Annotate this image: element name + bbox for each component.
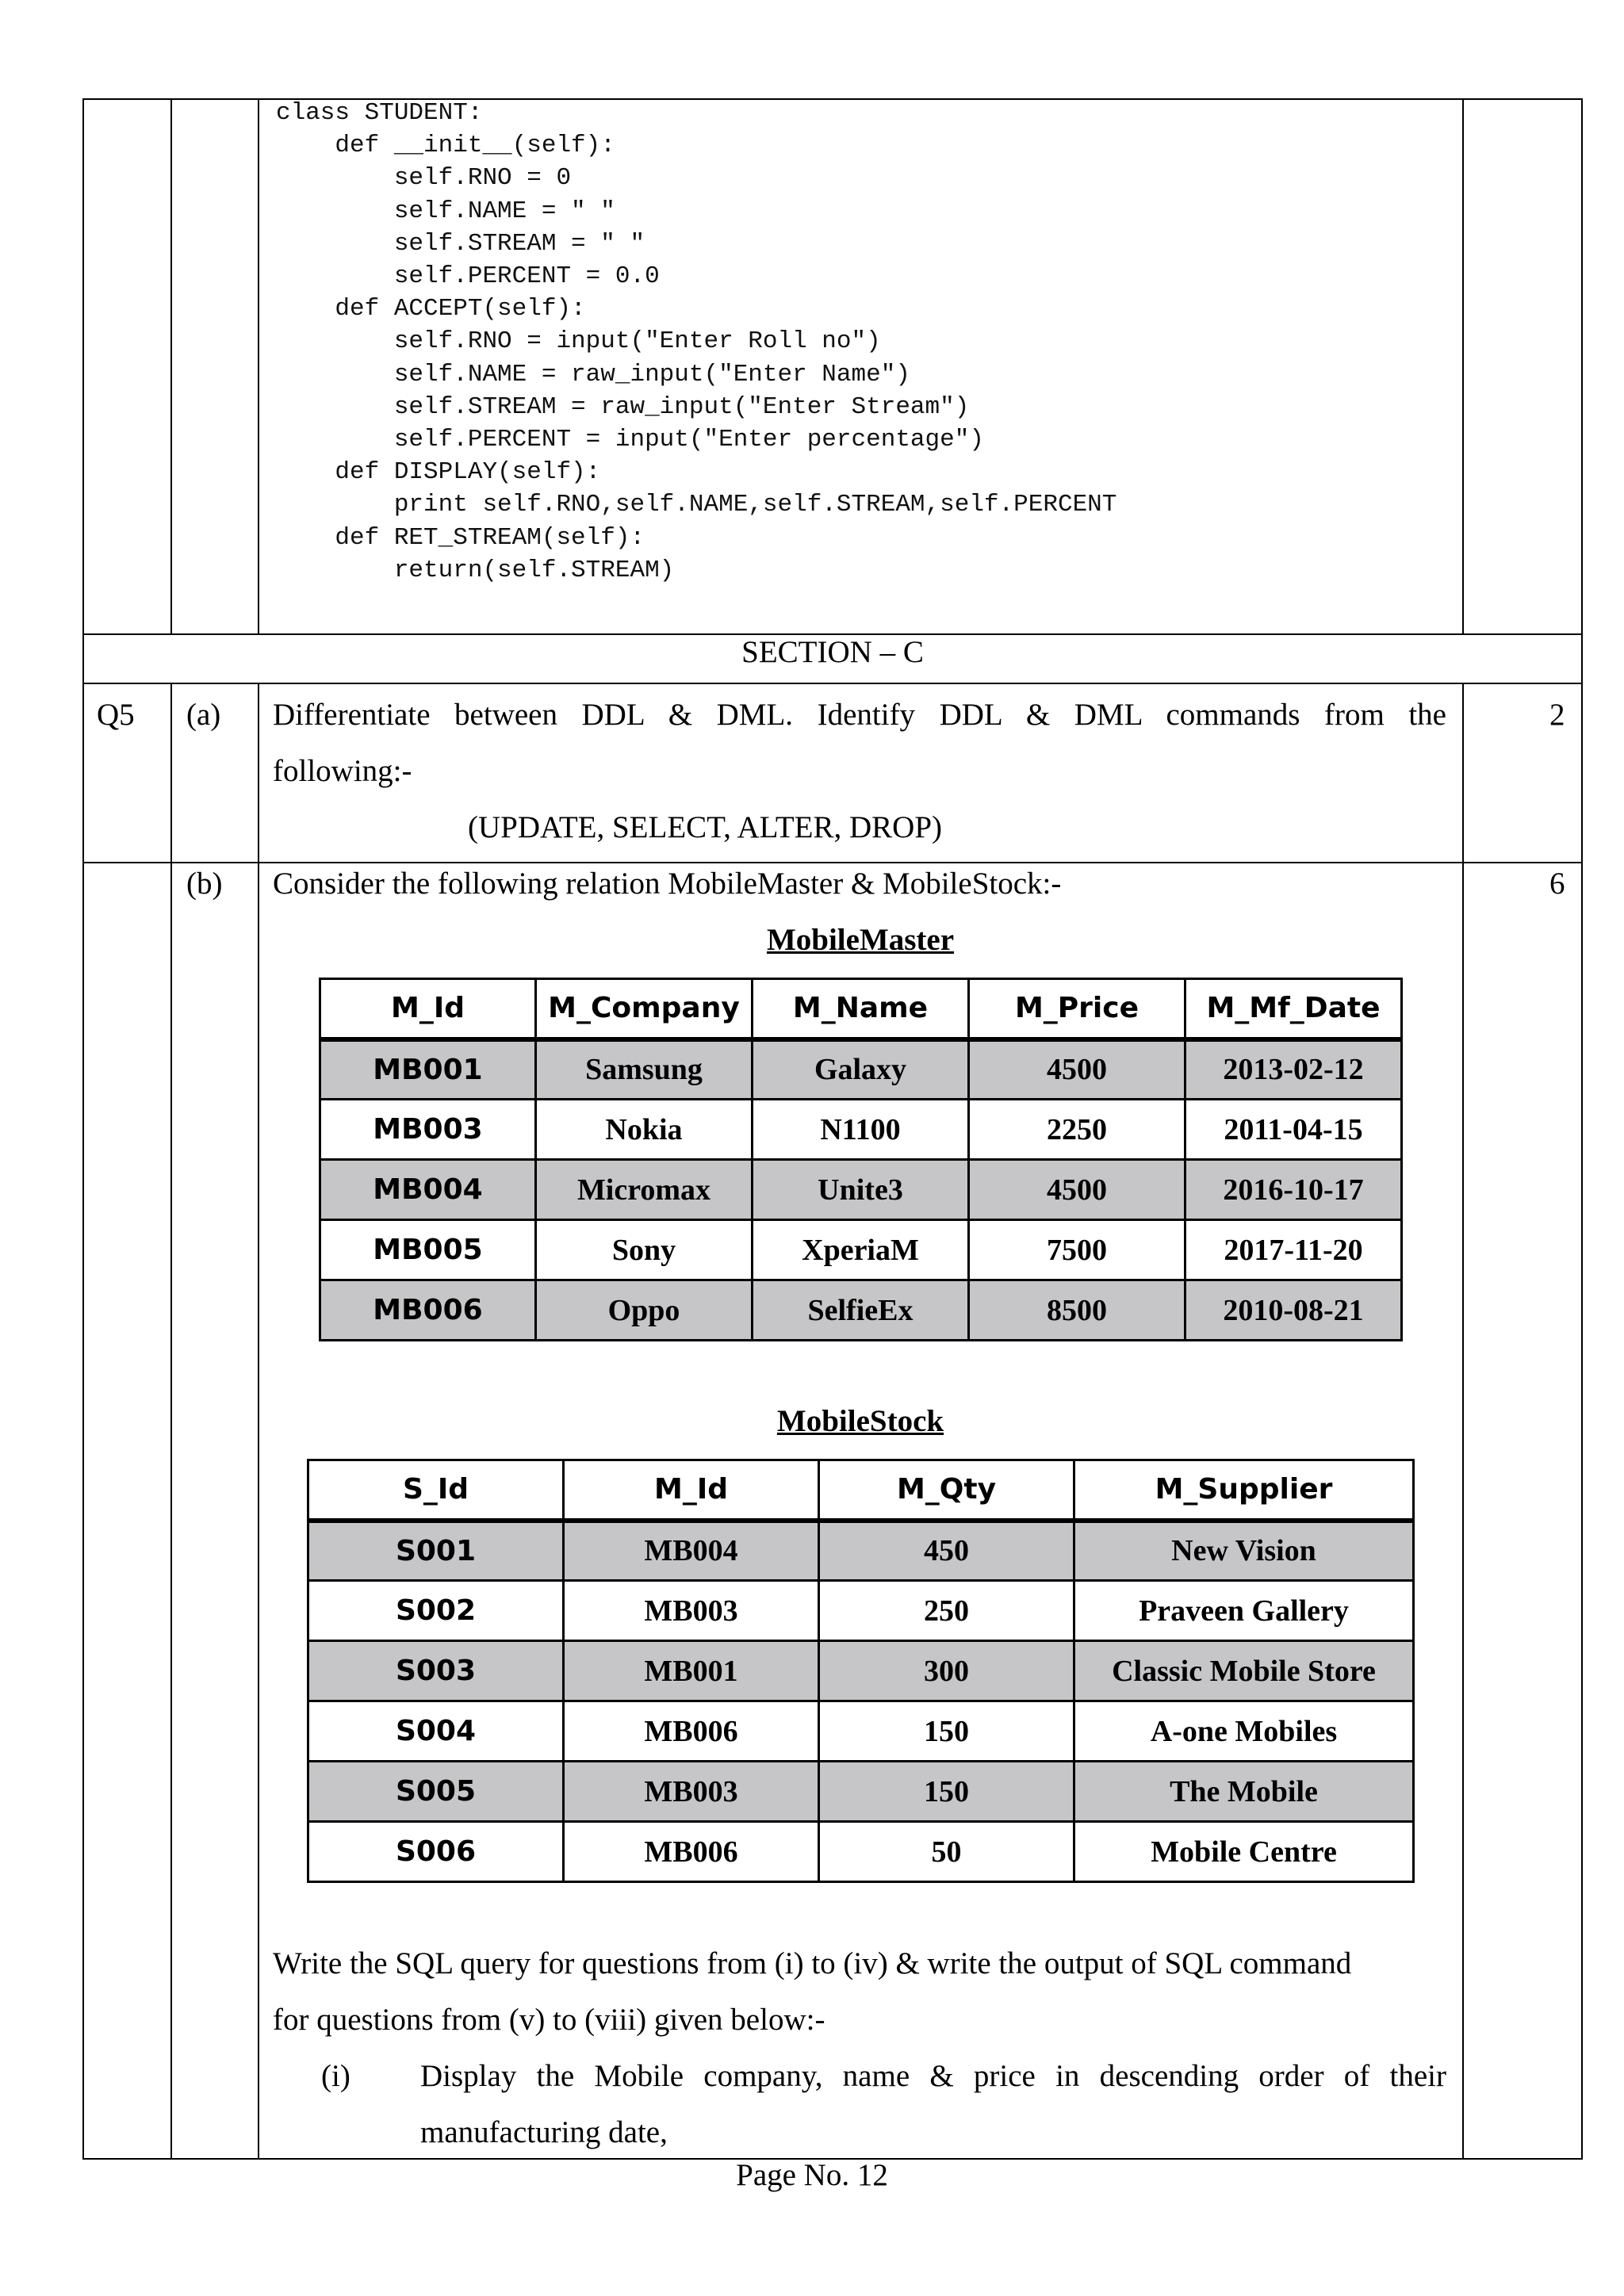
table-cell: S003 xyxy=(308,1641,564,1701)
column-header: M_Company xyxy=(536,979,753,1039)
column-divider xyxy=(170,98,172,634)
column-divider xyxy=(170,683,172,2160)
table-cell: Mobile Centre xyxy=(1074,1822,1414,1882)
mobilemaster-table xyxy=(319,978,1403,1341)
code-line: self.RNO = input("Enter Roll no") xyxy=(276,327,881,356)
instruction-line1: Write the SQL query for questions from (i) to (iv) & write the output of SQL command xyxy=(273,1946,1352,1980)
table-row xyxy=(308,1521,1414,1581)
instruction-line2: for questions from (v) to (viii) given below:- xyxy=(273,2003,825,2037)
python-code-block xyxy=(276,97,1116,587)
table-cell: 150 xyxy=(819,1701,1074,1762)
part-b-marks: 6 xyxy=(1549,867,1565,901)
table-cell: Oppo xyxy=(536,1280,753,1341)
table-row xyxy=(308,1762,1414,1822)
part-a-line2: following:- xyxy=(273,754,412,788)
column-header: M_Id xyxy=(320,979,536,1039)
table-cell: MB003 xyxy=(564,1581,819,1641)
column-header: M_Name xyxy=(753,979,969,1039)
table-cell: N1100 xyxy=(753,1100,969,1160)
table-cell: Classic Mobile Store xyxy=(1074,1641,1414,1701)
table-cell: SelfieEx xyxy=(753,1280,969,1341)
table-row xyxy=(308,1822,1414,1882)
table-cell: MB001 xyxy=(320,1039,536,1100)
column-header: M_Id xyxy=(564,1460,819,1521)
table-cell: MB005 xyxy=(320,1220,536,1280)
mobilestock-table xyxy=(307,1459,1415,1883)
code-line: print self.RNO,self.NAME,self.STREAM,self.PERCENT xyxy=(276,491,1117,519)
table-cell: MB001 xyxy=(564,1641,819,1701)
column-header: S_Id xyxy=(308,1460,564,1521)
code-line: self.STREAM = raw_input("Enter Stream") xyxy=(276,392,970,421)
column-header: M_Qty xyxy=(819,1460,1074,1521)
table-cell: 250 xyxy=(819,1581,1074,1641)
table-cell: New Vision xyxy=(1074,1521,1414,1581)
table-cell: 2013-02-12 xyxy=(1185,1039,1402,1100)
code-line: class STUDENT: xyxy=(276,99,483,127)
row-divider xyxy=(82,683,1583,684)
code-line: return(self.STREAM) xyxy=(276,556,675,584)
table-cell: MB006 xyxy=(320,1280,536,1341)
part-a-options: (UPDATE, SELECT, ALTER, DROP) xyxy=(468,810,943,844)
table-cell: MB006 xyxy=(564,1701,819,1762)
part-a-line1: Differentiate between DDL & DML. Identify DDL & DML commands from the xyxy=(273,698,1446,732)
table-row xyxy=(320,1280,1402,1341)
code-line: def DISPLAY(self): xyxy=(276,458,601,487)
table-row xyxy=(320,1220,1402,1280)
table-cell: S005 xyxy=(308,1762,564,1822)
table-cell: 2017-11-20 xyxy=(1185,1220,1402,1280)
table-cell: Nokia xyxy=(536,1100,753,1160)
table-row xyxy=(308,1701,1414,1762)
code-line: self.NAME = " " xyxy=(276,197,615,225)
mobilestock-caption: MobileStock xyxy=(776,1404,944,1438)
table-cell: 2011-04-15 xyxy=(1185,1100,1402,1160)
part-b-intro: Consider the following relation MobileMaster & MobileStock:- xyxy=(273,867,1062,901)
table-cell: 2010-08-21 xyxy=(1185,1280,1402,1341)
table-cell: 2016-10-17 xyxy=(1185,1160,1402,1220)
table-cell: 4500 xyxy=(969,1160,1185,1220)
table-cell: 450 xyxy=(819,1521,1074,1581)
section-title: SECTION – C xyxy=(741,635,924,669)
table-cell: Samsung xyxy=(536,1039,753,1100)
table-cell: 2250 xyxy=(969,1100,1185,1160)
table-cell: Praveen Gallery xyxy=(1074,1581,1414,1641)
table-row xyxy=(308,1581,1414,1641)
table-cell: MB004 xyxy=(320,1160,536,1220)
code-line: self.STREAM = " " xyxy=(276,229,645,258)
table-cell: Micromax xyxy=(536,1160,753,1220)
column-divider xyxy=(258,683,259,2160)
item-i-label: (i) xyxy=(321,2059,350,2093)
table-cell: 300 xyxy=(819,1641,1074,1701)
part-a-marks: 2 xyxy=(1549,698,1565,732)
table-row xyxy=(308,1641,1414,1701)
table-cell: XperiaM xyxy=(753,1220,969,1280)
table-cell: MB003 xyxy=(564,1762,819,1822)
table-cell: MB003 xyxy=(320,1100,536,1160)
code-line: self.PERCENT = input("Enter percentage") xyxy=(276,426,984,454)
table-cell: 50 xyxy=(819,1822,1074,1882)
table-cell: The Mobile xyxy=(1074,1762,1414,1822)
column-header: M_Mf_Date xyxy=(1185,979,1402,1039)
table-cell: S006 xyxy=(308,1822,564,1882)
column-divider xyxy=(1462,683,1464,2160)
table-cell: MB006 xyxy=(564,1822,819,1882)
page-number: Page No. 12 xyxy=(736,2158,888,2192)
part-b-label: (b) xyxy=(186,867,223,901)
table-cell: 8500 xyxy=(969,1280,1185,1341)
mobilemaster-caption: MobileMaster xyxy=(766,923,955,957)
table-cell: 150 xyxy=(819,1762,1074,1822)
table-cell: A-one Mobiles xyxy=(1074,1701,1414,1762)
item-i-line1: Display the Mobile company, name & price in descending order of their xyxy=(420,2059,1446,2093)
code-line: def RET_STREAM(self): xyxy=(276,523,645,552)
table-cell: Unite3 xyxy=(753,1160,969,1220)
table-cell: S002 xyxy=(308,1581,564,1641)
table-cell: Galaxy xyxy=(753,1039,969,1100)
column-header: M_Price xyxy=(969,979,1185,1039)
table-row xyxy=(320,1160,1402,1220)
table-row xyxy=(320,1039,1402,1100)
column-divider xyxy=(258,98,259,634)
question-number: Q5 xyxy=(97,698,135,732)
table-cell: 4500 xyxy=(969,1039,1185,1100)
code-line: def __init__(self): xyxy=(276,132,615,160)
item-i-line2: manufacturing date, xyxy=(420,2115,668,2149)
column-divider xyxy=(1462,98,1464,634)
table-cell: 7500 xyxy=(969,1220,1185,1280)
table-cell: Sony xyxy=(536,1220,753,1280)
table-cell: S001 xyxy=(308,1521,564,1581)
part-a-label: (a) xyxy=(186,698,221,732)
table-cell: MB004 xyxy=(564,1521,819,1581)
code-line: def ACCEPT(self): xyxy=(276,295,586,323)
table-cell: S004 xyxy=(308,1701,564,1762)
code-line: self.RNO = 0 xyxy=(276,164,572,193)
code-line: self.NAME = raw_input("Enter Name") xyxy=(276,360,910,388)
column-header: M_Supplier xyxy=(1074,1460,1414,1521)
table-row xyxy=(320,1100,1402,1160)
code-line: self.PERCENT = 0.0 xyxy=(276,262,660,291)
